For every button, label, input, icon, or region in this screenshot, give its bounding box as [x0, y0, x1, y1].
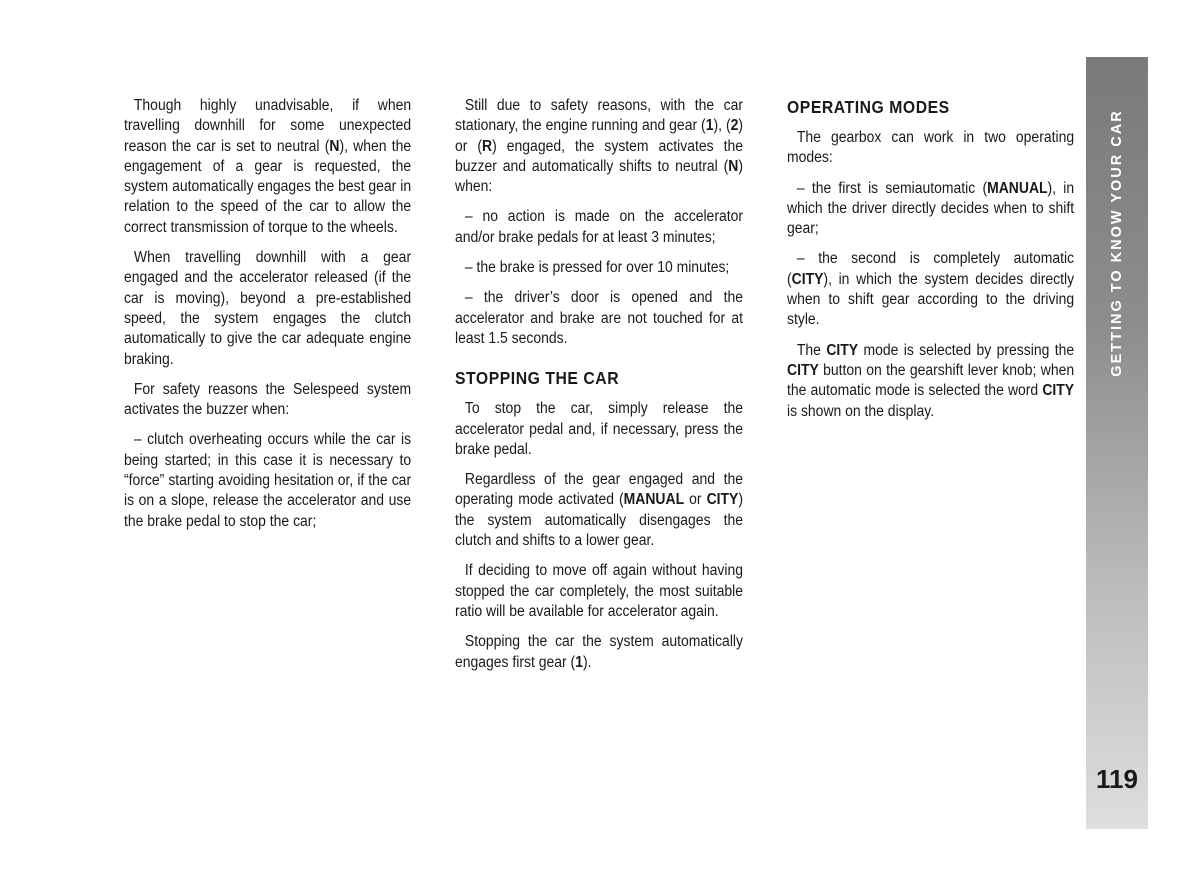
text-column-left [124, 96, 411, 542]
paragraph: – the second is completely automatic (CITY), in which the system decides directly when to shift gear according to the driving style. [787, 250, 1075, 329]
paragraph: If deciding to move off again without having stopped the car completely, the most suitable ratio will be available for accelerator again. [455, 562, 743, 620]
paragraph: To stop the car, simply release the accelerator pedal and, if necessary, press the brake pedal. [455, 400, 743, 458]
paragraph: – the first is semiautomatic (MANUAL), in which the driver directly decides when to shift gear; [787, 179, 1075, 238]
paragraph: Stopping the car the system automatically engages first gear (1). [455, 633, 743, 671]
section-heading: STOPPING THE CAR [455, 368, 620, 389]
page-number: 119 [1096, 764, 1138, 794]
paragraph: – no action is made on the accelerator and/or brake pedals for at least 3 minutes; [455, 208, 743, 246]
paragraph: Though highly unadvisable, if when travelling downhill for some unexpected reason the car is set to neutral (N), when the engagement of a gear is requested, the system automatically engages the best gear in relation to the speed of the car to allow the correct transmission of torque to the wheels. [124, 97, 412, 236]
paragraph: The CITY mode is selected by pressing the CITY button on the gearshift lever knob; when the automatic mode is selected the word CITY is shown on the display. [787, 341, 1075, 420]
paragraph: When travelling downhill with a gear engaged and the accelerator released (if the car is moving), beyond a pre-established speed, the system engages the clutch automatically to give the car adequate engine braking. [124, 249, 412, 368]
paragraph: The gearbox can work in two operating modes: [787, 129, 1075, 167]
paragraph: For safety reasons the Selespeed system activates the buzzer when: [124, 380, 412, 419]
paragraph: – the driver’s door is opened and the accelerator and brake are not touched for at least 1.5 seconds. [455, 289, 743, 347]
chapter-title: GETTING TO KNOW YOUR CAR [1109, 109, 1125, 377]
text-column-middle [455, 96, 743, 683]
paragraph: Regardless of the gear engaged and the operating mode activated (MANUAL or CITY) the system automatically disengages the clutch and shifts to a lower gear. [455, 471, 743, 550]
section-heading: OPERATING MODES [787, 97, 950, 117]
paragraph: – the brake is pressed for over 10 minutes; [464, 259, 730, 277]
text-column-right [787, 96, 1074, 432]
paragraph: Still due to safety reasons, with the car stationary, the engine running and gear (1), (2) or (R) engaged, the system activates the buzzer and automatically shifts to neutral (N) when: [455, 97, 744, 196]
paragraph: – clutch overheating occurs while the car is being started; in this case it is necessary to “force” starting avoiding hesitation or, if the car is on a slope, release the accelerator and use the brake pedal to stop the car; [124, 431, 412, 530]
